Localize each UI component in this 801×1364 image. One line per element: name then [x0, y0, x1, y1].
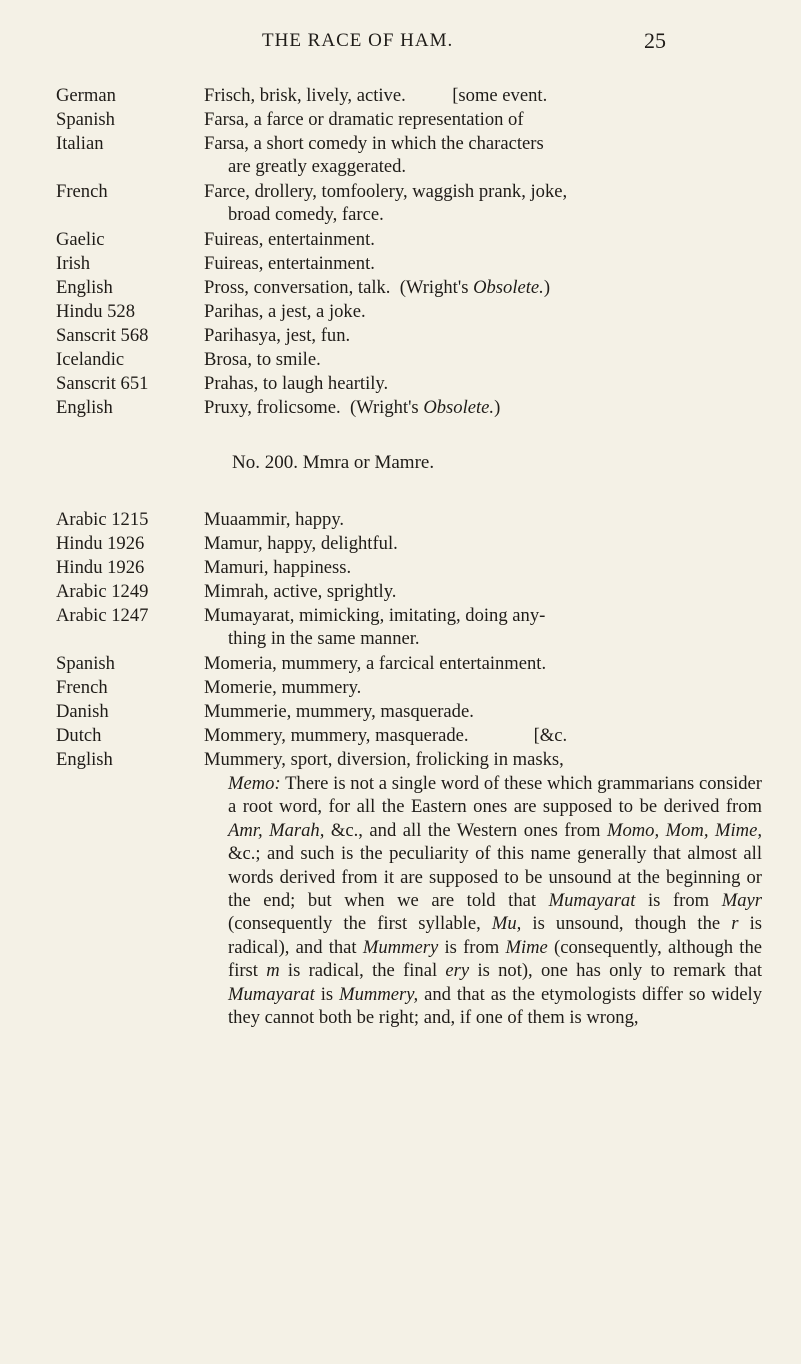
entry-language: Spanish — [56, 653, 115, 674]
entry-definition — [204, 604, 764, 650]
entry-language: Danish — [56, 701, 109, 722]
definition-continuation: thing in the same manner. — [228, 628, 420, 649]
entry-language: Hindu 1926 — [56, 557, 145, 578]
entry-language: Arabic 1249 — [56, 581, 149, 602]
entry-language: Italian — [56, 133, 104, 154]
entry-definition: Momeria, mummery, a farcical entertainment. — [204, 653, 547, 674]
entry-language: Spanish — [56, 109, 115, 130]
entry-definition: Mommery, mummery, masquerade. [&c. — [204, 725, 568, 746]
running-title: THE RACE OF HAM. — [262, 30, 454, 51]
entry-definition: Farsa, a farce or dramatic representation of — [204, 109, 524, 130]
entry-definition: Frisch, brisk, lively, active. [some event. — [204, 85, 548, 106]
entry-language: Sanscrit 568 — [56, 325, 149, 346]
entry-language: Arabic 1247 — [56, 605, 149, 626]
entry-definition: Fuireas, entertainment. — [204, 229, 375, 250]
entry-language: Hindu 528 — [56, 301, 136, 322]
entry-language: German — [56, 85, 116, 106]
entry-definition: Momerie, mummery. — [204, 677, 362, 698]
italic-term: Obsolete. — [423, 397, 495, 418]
entry-language: Gaelic — [56, 229, 105, 250]
entry-definition: Pruxy, frolicsome. (Wright's Obsolete.) — [204, 397, 501, 418]
entry-definition — [204, 132, 764, 178]
entry-definition: Parihasya, jest, fun. — [204, 325, 351, 346]
entry-language: English — [56, 277, 113, 298]
memo-body: Memo: There is not a single word of these which grammarians consider a root word, for all the Eastern ones are supposed to be derived from Amr, Marah, &c., and all the Western ones from Momo, Mom, Mime, &c.; and such is the peculiarity of this name generally that almost all words derived from it are supposed to be unsound at the beginning or the end; but when we are told that Mumayarat is from Mayr (consequently the first syllable, Mu, is unsound, though the r is radical), and that Mummery is from Mime (consequently, although the first m is radical, the final ery is not), one has only to remark that Mumayarat is Mummery, and that as the etymologists differ so widely they cannot both be right; and, if one of them is wrong, — [228, 773, 762, 1029]
entry-language: Arabic 1215 — [56, 509, 149, 530]
entry-definition: Prahas, to laugh heartily. — [204, 373, 389, 394]
entry-definition: Brosa, to smile. — [204, 349, 321, 370]
entry-language: Icelandic — [56, 349, 125, 370]
page-number: 25 — [644, 28, 666, 53]
entry-definition: Mamur, happy, delightful. — [204, 533, 398, 554]
definition-line: Farce, drollery, tomfoolery, waggish prank, joke, — [204, 181, 568, 202]
entry-definition: Muaammir, happy. — [204, 509, 345, 530]
page-header — [0, 30, 801, 60]
entry-language: Irish — [56, 253, 91, 274]
entry-language: Dutch — [56, 725, 102, 746]
definition-continuation: are greatly exaggerated. — [228, 156, 407, 177]
definition-line: Farsa, a short comedy in which the characters — [204, 133, 544, 154]
memo-label: Memo: — [228, 773, 281, 794]
entry-definition — [204, 180, 764, 226]
entry-definition: Mimrah, active, sprightly. — [204, 581, 397, 602]
entry-definition: Pross, conversation, talk. (Wright's Obsolete.) — [204, 277, 551, 298]
entry-language: English — [56, 397, 113, 418]
section-heading: No. 200. Mmra or Mamre. — [232, 452, 435, 473]
entry-definition: Fuireas, entertainment. — [204, 253, 375, 274]
entry-definition: Mummerie, mummery, masquerade. — [204, 701, 474, 722]
entry-language: Sanscrit 651 — [56, 373, 149, 394]
entry-definition: Mummery, sport, diversion, frolicking in masks, — [204, 749, 564, 770]
entry-language: French — [56, 181, 108, 202]
entry-definition: Parihas, a jest, a joke. — [204, 301, 366, 322]
entry-definition: Mamuri, happiness. — [204, 557, 352, 578]
definition-continuation: broad comedy, farce. — [228, 204, 384, 225]
italic-term: Obsolete. — [473, 277, 544, 298]
entry-language: French — [56, 677, 108, 698]
entry-language: English — [56, 749, 113, 770]
memo-paragraph — [204, 772, 762, 1029]
entry-language: Hindu 1926 — [56, 533, 145, 554]
definition-line: Mumayarat, mimicking, imitating, doing any- — [204, 605, 546, 626]
